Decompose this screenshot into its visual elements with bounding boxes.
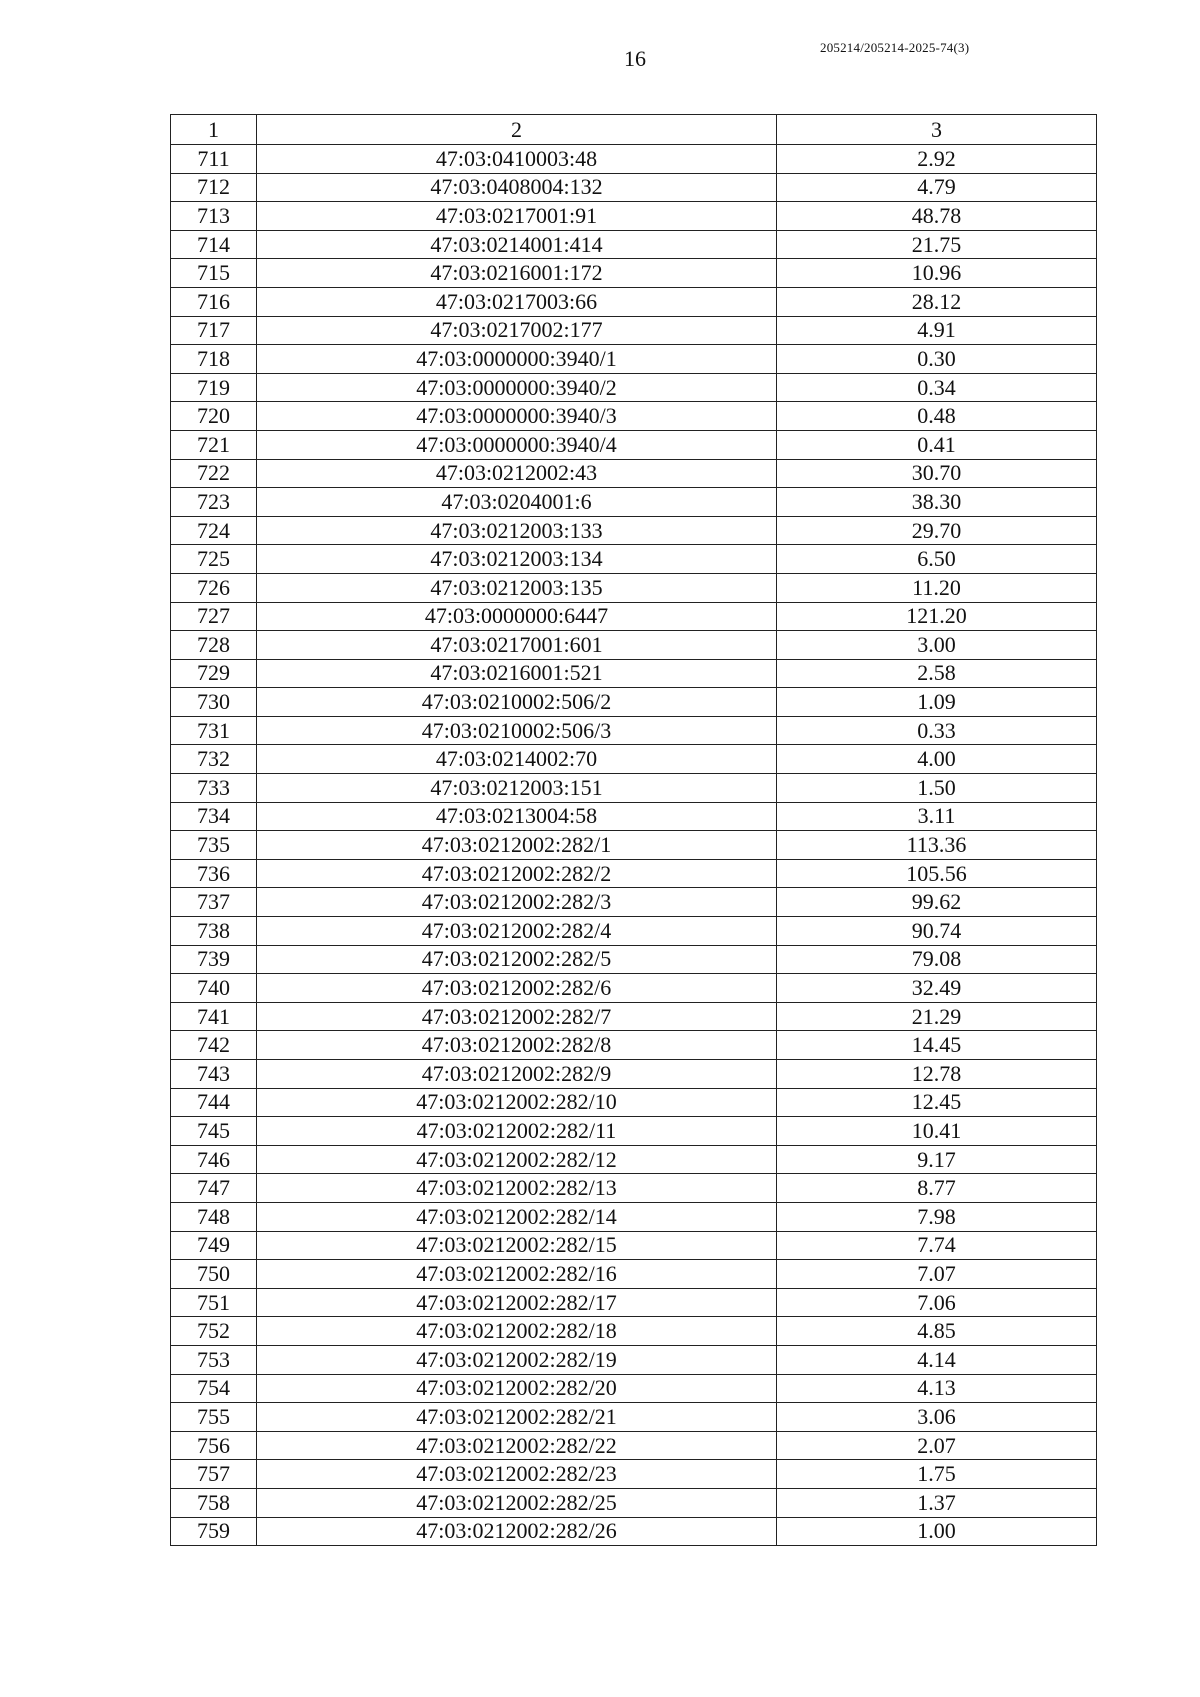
table-body — [171, 145, 1097, 1546]
table-row — [171, 917, 1097, 946]
row-number-cell: 757 — [171, 1460, 257, 1489]
cadastral-number-cell: 47:03:0212002:282/23 — [257, 1460, 777, 1489]
cadastral-number-cell: 47:03:0212002:282/16 — [257, 1260, 777, 1289]
table-row — [171, 631, 1097, 660]
row-number-cell: 758 — [171, 1488, 257, 1517]
value-cell: 38.30 — [777, 488, 1097, 517]
table-row — [171, 430, 1097, 459]
table-row — [171, 145, 1097, 174]
value-cell: 4.85 — [777, 1317, 1097, 1346]
value-cell: 14.45 — [777, 1031, 1097, 1060]
row-number-cell: 737 — [171, 888, 257, 917]
row-number-cell: 734 — [171, 802, 257, 831]
row-number-cell: 720 — [171, 402, 257, 431]
cadastral-number-cell: 47:03:0216001:521 — [257, 659, 777, 688]
value-cell: 4.79 — [777, 173, 1097, 202]
value-cell: 0.48 — [777, 402, 1097, 431]
table-row — [171, 1260, 1097, 1289]
cadastral-number-cell: 47:03:0212002:282/15 — [257, 1231, 777, 1260]
table-row — [171, 602, 1097, 631]
value-cell: 4.14 — [777, 1345, 1097, 1374]
table-row — [171, 945, 1097, 974]
value-cell: 90.74 — [777, 917, 1097, 946]
cadastral-number-cell: 47:03:0000000:6447 — [257, 602, 777, 631]
row-number-cell: 753 — [171, 1345, 257, 1374]
value-cell: 21.75 — [777, 230, 1097, 259]
row-number-cell: 712 — [171, 173, 257, 202]
row-number-cell: 726 — [171, 573, 257, 602]
cadastral-number-cell: 47:03:0000000:3940/3 — [257, 402, 777, 431]
cadastral-number-cell: 47:03:0204001:6 — [257, 488, 777, 517]
page-number: 16 — [624, 46, 646, 71]
table-row — [171, 1317, 1097, 1346]
table-row — [171, 230, 1097, 259]
row-number-cell: 751 — [171, 1288, 257, 1317]
row-number-cell: 750 — [171, 1260, 257, 1289]
row-number-cell: 731 — [171, 716, 257, 745]
value-cell: 0.33 — [777, 716, 1097, 745]
table-row — [171, 774, 1097, 803]
table-row — [171, 345, 1097, 374]
table-row — [171, 1060, 1097, 1089]
value-cell: 3.06 — [777, 1403, 1097, 1432]
row-number-cell: 756 — [171, 1431, 257, 1460]
value-cell: 7.07 — [777, 1260, 1097, 1289]
cadastral-number-cell: 47:03:0212002:282/11 — [257, 1117, 777, 1146]
table-row — [171, 1174, 1097, 1203]
row-number-cell: 724 — [171, 516, 257, 545]
value-cell: 121.20 — [777, 602, 1097, 631]
cadastral-number-cell: 47:03:0212003:151 — [257, 774, 777, 803]
value-cell: 7.98 — [777, 1202, 1097, 1231]
row-number-cell: 728 — [171, 631, 257, 660]
row-number-cell: 755 — [171, 1403, 257, 1432]
value-cell: 3.00 — [777, 631, 1097, 660]
table-row — [171, 1088, 1097, 1117]
row-number-cell: 742 — [171, 1031, 257, 1060]
value-cell: 1.09 — [777, 688, 1097, 717]
table-row — [171, 831, 1097, 860]
value-cell: 3.11 — [777, 802, 1097, 831]
value-cell: 32.49 — [777, 974, 1097, 1003]
row-number-cell: 713 — [171, 202, 257, 231]
row-number-cell: 738 — [171, 917, 257, 946]
table-row — [171, 1431, 1097, 1460]
table-row — [171, 1031, 1097, 1060]
cadastral-number-cell: 47:03:0212002:282/21 — [257, 1403, 777, 1432]
row-number-cell: 733 — [171, 774, 257, 803]
table-row — [171, 745, 1097, 774]
value-cell: 79.08 — [777, 945, 1097, 974]
value-cell: 21.29 — [777, 1002, 1097, 1031]
value-cell: 0.30 — [777, 345, 1097, 374]
cadastral-number-cell: 47:03:0212002:282/3 — [257, 888, 777, 917]
value-cell: 30.70 — [777, 459, 1097, 488]
row-number-cell: 745 — [171, 1117, 257, 1146]
cadastral-number-cell: 47:03:0213004:58 — [257, 802, 777, 831]
row-number-cell: 722 — [171, 459, 257, 488]
table-row — [171, 202, 1097, 231]
table-row — [171, 974, 1097, 1003]
cadastral-number-cell: 47:03:0212003:135 — [257, 573, 777, 602]
cadastral-number-cell: 47:03:0212002:282/25 — [257, 1488, 777, 1517]
cadastral-number-cell: 47:03:0212002:282/2 — [257, 859, 777, 888]
row-number-cell: 747 — [171, 1174, 257, 1203]
column-header-2: 2 — [257, 115, 777, 145]
cadastral-number-cell: 47:03:0000000:3940/1 — [257, 345, 777, 374]
value-cell: 8.77 — [777, 1174, 1097, 1203]
value-cell: 105.56 — [777, 859, 1097, 888]
cadastral-number-cell: 47:03:0212002:282/26 — [257, 1517, 777, 1546]
cadastral-number-cell: 47:03:0212002:282/5 — [257, 945, 777, 974]
table-row — [171, 1288, 1097, 1317]
value-cell: 1.75 — [777, 1460, 1097, 1489]
value-cell: 7.06 — [777, 1288, 1097, 1317]
row-number-cell: 718 — [171, 345, 257, 374]
value-cell: 28.12 — [777, 287, 1097, 316]
table-row — [171, 373, 1097, 402]
cadastral-number-cell: 47:03:0212002:282/19 — [257, 1345, 777, 1374]
table-row — [171, 259, 1097, 288]
value-cell: 2.92 — [777, 145, 1097, 174]
cadastral-number-cell: 47:03:0212003:134 — [257, 545, 777, 574]
value-cell: 0.41 — [777, 430, 1097, 459]
value-cell: 6.50 — [777, 545, 1097, 574]
cadastral-number-cell: 47:03:0212002:282/18 — [257, 1317, 777, 1346]
value-cell: 2.07 — [777, 1431, 1097, 1460]
cadastral-number-cell: 47:03:0212002:282/20 — [257, 1374, 777, 1403]
table-row — [171, 316, 1097, 345]
table-row — [171, 1231, 1097, 1260]
table-row — [171, 688, 1097, 717]
cadastral-number-cell: 47:03:0212002:282/13 — [257, 1174, 777, 1203]
cadastral-number-cell: 47:03:0217003:66 — [257, 287, 777, 316]
row-number-cell: 732 — [171, 745, 257, 774]
row-number-cell: 715 — [171, 259, 257, 288]
cadastral-number-cell: 47:03:0212002:282/7 — [257, 1002, 777, 1031]
table-row — [171, 659, 1097, 688]
table-header-row — [171, 115, 1097, 145]
cadastral-number-cell: 47:03:0000000:3940/2 — [257, 373, 777, 402]
value-cell: 4.13 — [777, 1374, 1097, 1403]
table-row — [171, 1460, 1097, 1489]
value-cell: 10.96 — [777, 259, 1097, 288]
table-row — [171, 1202, 1097, 1231]
table-row — [171, 402, 1097, 431]
table-row — [171, 1403, 1097, 1432]
row-number-cell: 723 — [171, 488, 257, 517]
value-cell: 99.62 — [777, 888, 1097, 917]
row-number-cell: 740 — [171, 974, 257, 1003]
cadastral-number-cell: 47:03:0214001:414 — [257, 230, 777, 259]
cadastral-number-cell: 47:03:0212002:282/9 — [257, 1060, 777, 1089]
table-row — [171, 287, 1097, 316]
column-header-1: 1 — [171, 115, 257, 145]
data-table — [170, 114, 1097, 1546]
table-row — [171, 1517, 1097, 1546]
cadastral-number-cell: 47:03:0212002:282/6 — [257, 974, 777, 1003]
cadastral-number-cell: 47:03:0212003:133 — [257, 516, 777, 545]
table-row — [171, 573, 1097, 602]
row-number-cell: 736 — [171, 859, 257, 888]
row-number-cell: 729 — [171, 659, 257, 688]
value-cell: 4.91 — [777, 316, 1097, 345]
row-number-cell: 725 — [171, 545, 257, 574]
table-row — [171, 888, 1097, 917]
cadastral-number-cell: 47:03:0408004:132 — [257, 173, 777, 202]
row-number-cell: 739 — [171, 945, 257, 974]
cadastral-number-cell: 47:03:0210002:506/3 — [257, 716, 777, 745]
row-number-cell: 714 — [171, 230, 257, 259]
document-reference: 205214/205214-2025-74(3) — [820, 40, 970, 55]
row-number-cell: 727 — [171, 602, 257, 631]
row-number-cell: 754 — [171, 1374, 257, 1403]
row-number-cell: 749 — [171, 1231, 257, 1260]
value-cell: 29.70 — [777, 516, 1097, 545]
cadastral-number-cell: 47:03:0212002:282/17 — [257, 1288, 777, 1317]
cadastral-number-cell: 47:03:0214002:70 — [257, 745, 777, 774]
table-row — [171, 173, 1097, 202]
row-number-cell: 721 — [171, 430, 257, 459]
cadastral-number-cell: 47:03:0217001:601 — [257, 631, 777, 660]
cadastral-number-cell: 47:03:0217001:91 — [257, 202, 777, 231]
table-row — [171, 859, 1097, 888]
row-number-cell: 716 — [171, 287, 257, 316]
cadastral-number-cell: 47:03:0210002:506/2 — [257, 688, 777, 717]
table-row — [171, 1145, 1097, 1174]
table-row — [171, 1374, 1097, 1403]
value-cell: 11.20 — [777, 573, 1097, 602]
row-number-cell: 759 — [171, 1517, 257, 1546]
value-cell: 12.45 — [777, 1088, 1097, 1117]
value-cell: 113.36 — [777, 831, 1097, 860]
value-cell: 10.41 — [777, 1117, 1097, 1146]
row-number-cell: 743 — [171, 1060, 257, 1089]
row-number-cell: 746 — [171, 1145, 257, 1174]
row-number-cell: 735 — [171, 831, 257, 860]
value-cell: 1.37 — [777, 1488, 1097, 1517]
cadastral-number-cell: 47:03:0212002:282/14 — [257, 1202, 777, 1231]
table-row — [171, 545, 1097, 574]
value-cell: 1.50 — [777, 774, 1097, 803]
cadastral-number-cell: 47:03:0217002:177 — [257, 316, 777, 345]
value-cell: 4.00 — [777, 745, 1097, 774]
table-row — [171, 488, 1097, 517]
row-number-cell: 752 — [171, 1317, 257, 1346]
cadastral-number-cell: 47:03:0212002:282/4 — [257, 917, 777, 946]
row-number-cell: 730 — [171, 688, 257, 717]
table-row — [171, 459, 1097, 488]
table-row — [171, 1345, 1097, 1374]
value-cell: 48.78 — [777, 202, 1097, 231]
table-row — [171, 716, 1097, 745]
row-number-cell: 744 — [171, 1088, 257, 1117]
cadastral-number-cell: 47:03:0212002:282/12 — [257, 1145, 777, 1174]
table-row — [171, 802, 1097, 831]
cadastral-number-cell: 47:03:0000000:3940/4 — [257, 430, 777, 459]
value-cell: 9.17 — [777, 1145, 1097, 1174]
cadastral-number-cell: 47:03:0216001:172 — [257, 259, 777, 288]
value-cell: 2.58 — [777, 659, 1097, 688]
cadastral-number-cell: 47:03:0212002:282/8 — [257, 1031, 777, 1060]
row-number-cell: 719 — [171, 373, 257, 402]
row-number-cell: 711 — [171, 145, 257, 174]
table-row — [171, 1488, 1097, 1517]
cadastral-number-cell: 47:03:0212002:282/10 — [257, 1088, 777, 1117]
row-number-cell: 717 — [171, 316, 257, 345]
cadastral-number-cell: 47:03:0212002:282/22 — [257, 1431, 777, 1460]
value-cell: 1.00 — [777, 1517, 1097, 1546]
table-row — [171, 1002, 1097, 1031]
data-table-container — [170, 114, 1096, 1546]
value-cell: 0.34 — [777, 373, 1097, 402]
cadastral-number-cell: 47:03:0212002:43 — [257, 459, 777, 488]
row-number-cell: 741 — [171, 1002, 257, 1031]
cadastral-number-cell: 47:03:0410003:48 — [257, 145, 777, 174]
row-number-cell: 748 — [171, 1202, 257, 1231]
value-cell: 7.74 — [777, 1231, 1097, 1260]
cadastral-number-cell: 47:03:0212002:282/1 — [257, 831, 777, 860]
table-row — [171, 1117, 1097, 1146]
table-row — [171, 516, 1097, 545]
column-header-3: 3 — [777, 115, 1097, 145]
value-cell: 12.78 — [777, 1060, 1097, 1089]
